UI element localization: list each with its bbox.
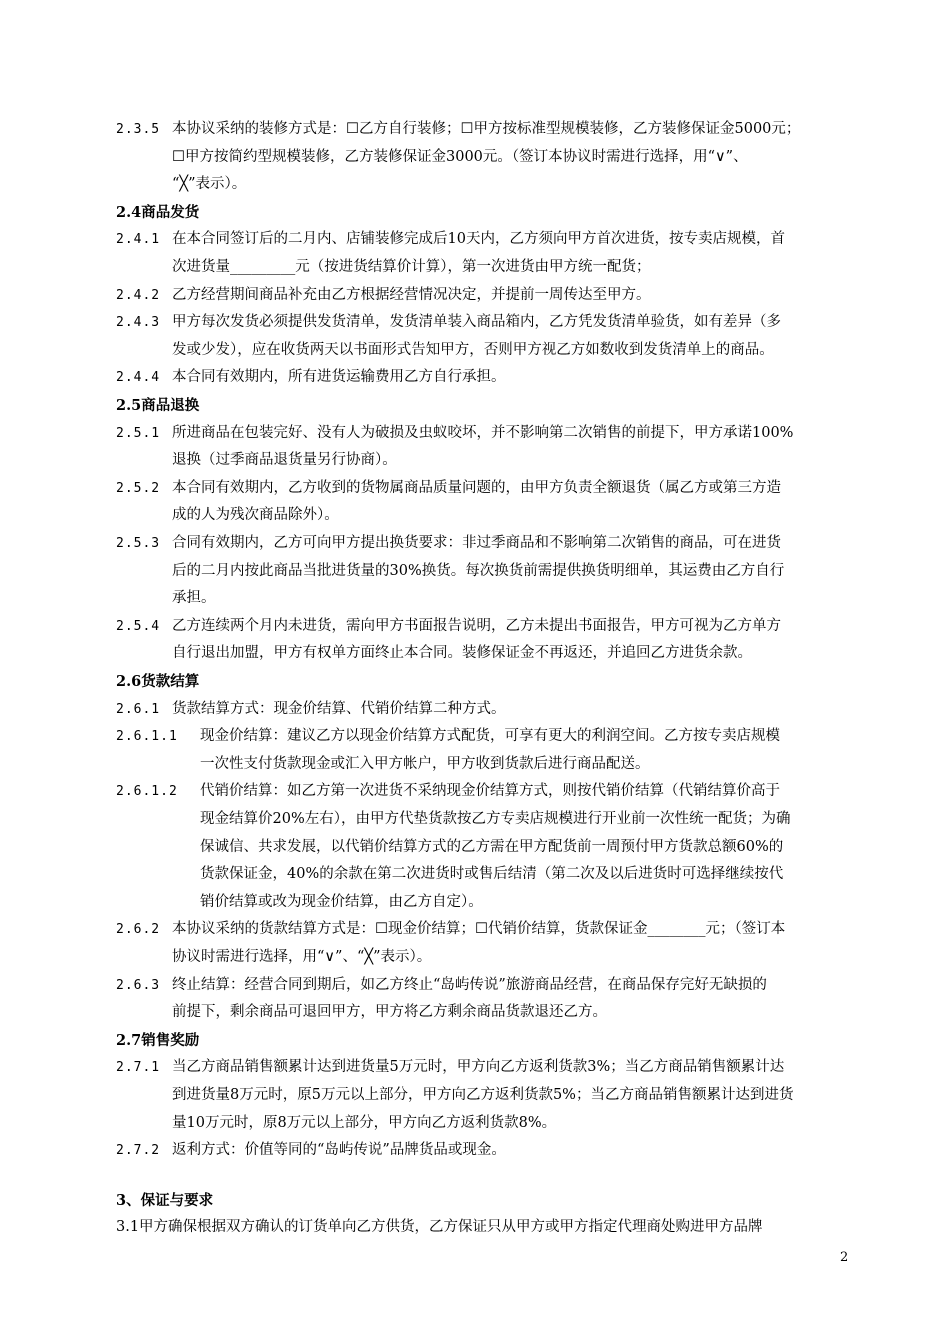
clause-number: 2.5.2 bbox=[116, 480, 161, 496]
clause-text-line: 自行退出加盟，甲方有权单方面终止本合同。装修保证金不再返还，并追回乙方进货余款。 bbox=[172, 645, 752, 662]
clause-text-line: 保诚信、共求发展，以代销价结算方式的乙方需在甲方配货前一周预付甲方货款总额60%的 bbox=[200, 838, 784, 855]
clause-text-line: 现金价结算：建议乙方以现金价结算方式配货，可享有更大的利润空间。乙方按专卖店规模 bbox=[200, 728, 780, 745]
clause-text-line: 一次性支付货款现金或汇入甲方帐户，甲方收到货款后进行商品配送。 bbox=[200, 755, 650, 772]
clause-text-line: 当乙方商品销售额累计达到进货量5万元时，甲方向乙方返利货款3%；当乙方商品销售额累计达 bbox=[172, 1059, 785, 1076]
clause-text-line: 承担。 bbox=[172, 590, 216, 607]
clause-text-line: 货款保证金，40%的余款在第二次进货时或售后结清（第二次及以后进货时可选择继续按代 bbox=[200, 866, 784, 883]
section-heading-text: 2.4商品发货 bbox=[116, 203, 200, 221]
clause-text-line: 协议时需进行选择，用“∨”、“╳”表示）。 bbox=[172, 948, 432, 965]
clause-text-line: 货款结算方式：现金价结算、代销价结算二种方式。 bbox=[172, 700, 506, 717]
clause-text-line: 成的人为残次商品除外）。 bbox=[172, 507, 339, 524]
clause-text-line: 乙方经营期间商品补充由乙方根据经营情况决定，并提前一周传达至甲方。 bbox=[172, 286, 651, 303]
clause-number: 2.7.2 bbox=[116, 1143, 161, 1159]
clause-text-line: 终止结算：经营合同到期后，如乙方终止“岛屿传说”旅游商品经营，在商品保存完好无缺损的 bbox=[172, 976, 767, 993]
clause-number: 2.4.3 bbox=[116, 315, 161, 331]
clause-number: 2.4.1 bbox=[116, 232, 161, 248]
clause-text-line: 退换（过季商品退货量另行协商）。 bbox=[172, 452, 397, 469]
clause-number: 2.6.3 bbox=[116, 977, 161, 993]
clause-text-line: ☐甲方按简约型规模装修，乙方装修保证金3000元。（签订本协议时需进行选择，用“∨”、 bbox=[172, 148, 748, 165]
clause-number: 2.4.4 bbox=[116, 370, 161, 386]
clause-text-line: 现金结算价20%左右），由甲方代垫货款按乙方专卖店规模进行开业前一次性统一配货；为确 bbox=[200, 810, 791, 827]
clause-number: 2.6.1.1 bbox=[116, 729, 178, 745]
clause-text-line: 量10万元时，原8万元以上部分，甲方向乙方返利货款8%。 bbox=[172, 1114, 557, 1131]
clause-number: 2.5.1 bbox=[116, 425, 161, 441]
section-heading-text: 2.7销售奖励 bbox=[116, 1031, 200, 1049]
clause-text-line: 后的二月内按此商品当批进货量的30%换货。每次换货前需提供换货明细单，其运费由乙方自行 bbox=[172, 562, 785, 579]
clause-text-line: 本协议采纳的装修方式是：☐乙方自行装修；☐甲方按标准型规模装修，乙方装修保证金5000元； bbox=[172, 121, 801, 137]
clause-text-line: 本合同有效期内，所有进货运输费用乙方自行承担。 bbox=[172, 369, 506, 386]
clause-text-line: 合同有效期内，乙方可向甲方提出换货要求：非过季商品和不影响第二次销售的商品，可在进货 bbox=[172, 535, 781, 551]
clause-number: 2.6.2 bbox=[116, 922, 161, 938]
clause-text-line: 销价结算或改为现金价结算，由乙方自定）。 bbox=[200, 893, 483, 910]
clause-text-line: 乙方连续两个月内未进货，需向甲方书面报告说明，乙方未提出书面报告，甲方可视为乙方单方 bbox=[172, 617, 781, 634]
clause-number: 2.6.1.2 bbox=[116, 784, 178, 800]
clause-text-line: 到进货量8万元时，原5万元以上部分，甲方向乙方返利货款5%；当乙方商品销售额累计达到进货 bbox=[172, 1086, 794, 1103]
clause-text-line: 本协议采纳的货款结算方式是：☐现金价结算；☐代销价结算，货款保证金________元；（签订本 bbox=[172, 921, 786, 938]
page-number: 2 bbox=[840, 1250, 849, 1265]
clause-text-line: 本合同有效期内，乙方收到的货物属商品质量问题的，由甲方负责全额退货（属乙方或第三方造 bbox=[172, 479, 781, 496]
paragraph-text: 3.1甲方确保根据双方确认的订货单向乙方供货，乙方保证只从甲方或甲方指定代理商处购进甲方品牌 bbox=[116, 1219, 763, 1236]
section-heading-text: 2.6货款结算 bbox=[116, 673, 200, 690]
clause-text-line: 所进商品在包装完好、没有人为破损及虫蚁咬坏，并不影响第二次销售的前提下，甲方承诺100% bbox=[172, 424, 794, 441]
clause-number: 2.5.4 bbox=[116, 618, 161, 634]
clause-text-line: 代销价结算：如乙方第一次进货不采纳现金价结算方式，则按代销价结算（代销结算价高于 bbox=[200, 783, 780, 800]
clause-text-line: 在本合同签订后的二月内、店铺装修完成后10天内，乙方须向甲方首次进货，按专卖店规模，首 bbox=[172, 231, 785, 248]
clause-text-line: 返利方式：价值等同的“岛屿传说”品牌货品或现金。 bbox=[172, 1142, 506, 1159]
clause-text-line: “╳”表示）。 bbox=[172, 176, 247, 193]
clause-number: 2.4.2 bbox=[116, 287, 161, 303]
clause-number: 2.5.3 bbox=[116, 536, 161, 551]
clause-text-line: 发或少发），应在收货两天以书面形式告知甲方，否则甲方视乙方如数收到发货清单上的商品。 bbox=[172, 341, 774, 358]
clause-text-line: 甲方每次发货必须提供发货清单，发货清单装入商品箱内，乙方凭发货清单验货，如有差异（多 bbox=[172, 314, 781, 331]
section-heading-text: 2.5商品退换 bbox=[116, 397, 200, 414]
clause-text-line: 前提下，剩余商品可退回甲方，甲方将乙方剩余商品货款退还乙方。 bbox=[172, 1004, 607, 1021]
clause-number: 2.7.1 bbox=[116, 1060, 161, 1076]
section-heading-text: 3、保证与要求 bbox=[116, 1191, 214, 1209]
clause-text-line: 次进货量_________元（按进货结算价计算），第一次进货由甲方统一配货； bbox=[172, 258, 651, 275]
clause-number: 2.3.5 bbox=[116, 122, 161, 137]
clause-number: 2.6.1 bbox=[116, 701, 161, 717]
